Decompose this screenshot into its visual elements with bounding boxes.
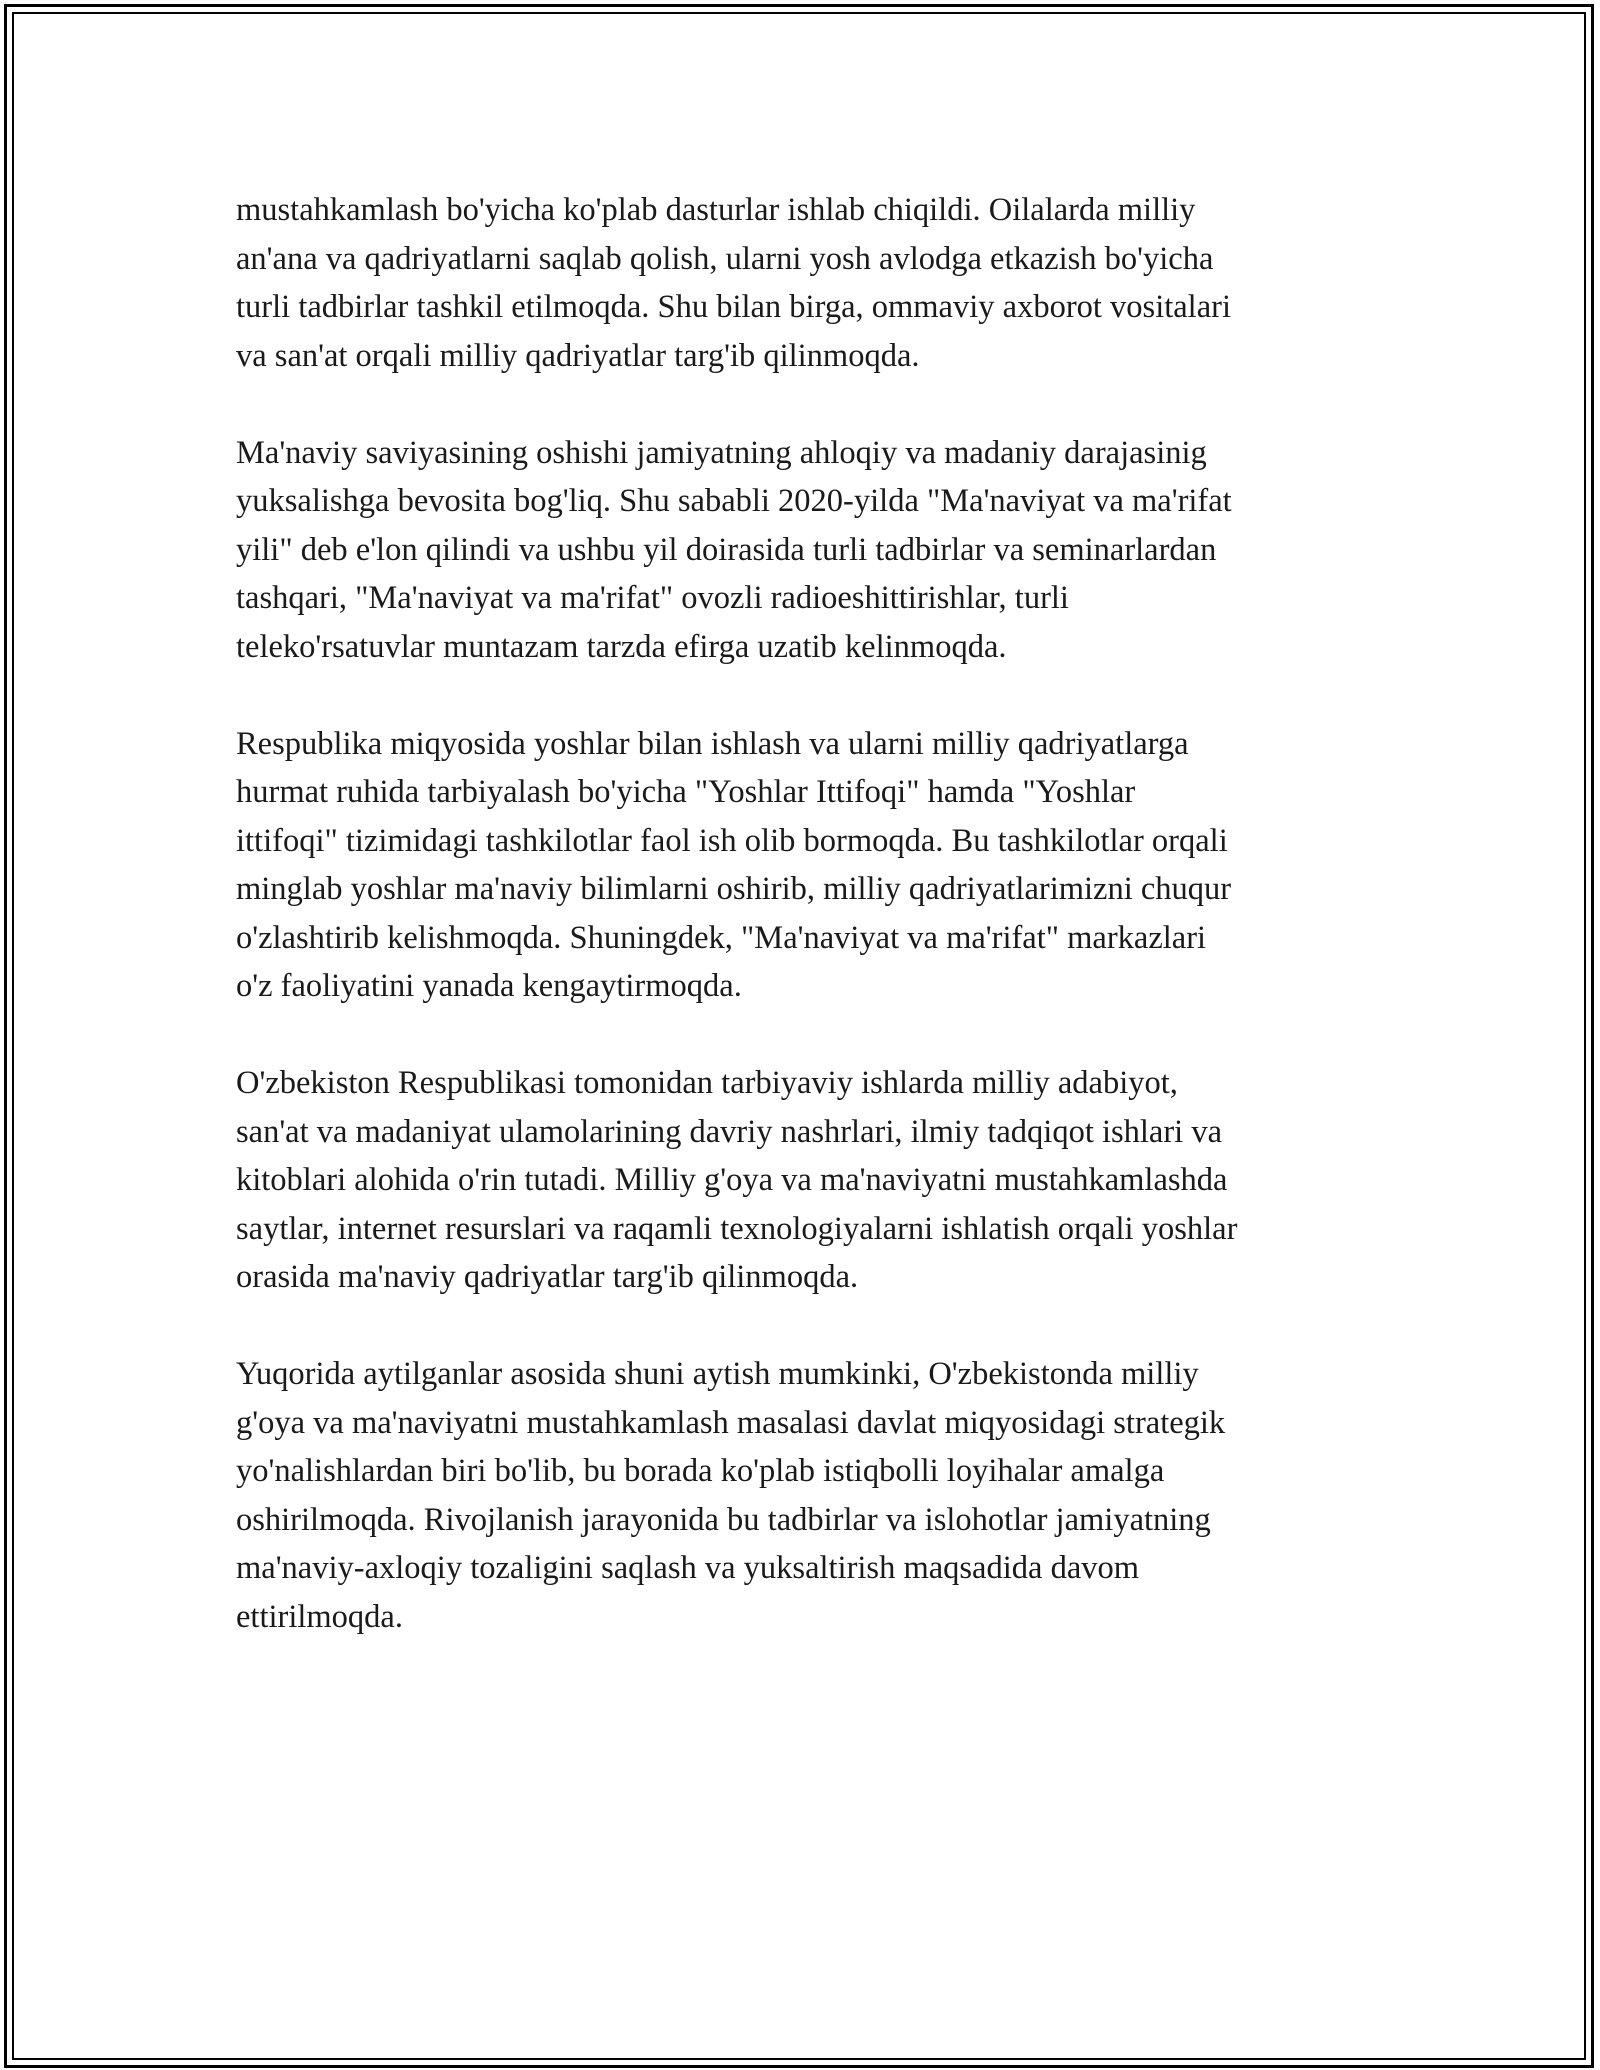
text-line: an'ana va qadriyatlarni saqlab qolish, ularni yosh avlodga etkazish bo'yicha <box>236 240 1214 277</box>
paragraph-3 <box>236 720 1376 1011</box>
text-line: ma'naviy-axloqiy tozaligini saqlash va yuksaltirish maqsadida davom <box>236 1550 1140 1586</box>
text-line: orasida ma'naviy qadriyatlar targ'ib qilinmoqda. <box>236 1259 859 1295</box>
text-line: g'oya va ma'naviyatni mustahkamlash masalasi davlat miqyosidagi strategik <box>236 1404 1226 1441</box>
paragraph-4 <box>236 1059 1376 1302</box>
paragraph-5 <box>236 1350 1376 1641</box>
text-line: san'at va madaniyat ulamolarining davriy nashrlari, ilmiy tadqiqot ishlari va <box>236 1113 1223 1150</box>
text-line: kitoblari alohida o'rin tutadi. Milliy g'oya va ma'naviyatni mustahkamlashda <box>236 1162 1228 1198</box>
text-line: mustahkamlash bo'yicha ko'plab dasturlar ishlab chiqildi. Oilalarda milliy <box>236 192 1196 228</box>
text-line: tashqari, "Ma'naviyat va ma'rifat" ovozli radioeshittirishlar, turli <box>236 580 1069 616</box>
text-line: Yuqorida aytilganlar asosida shuni aytish mumkinki, O'zbekistonda milliy <box>236 1356 1199 1392</box>
text-line: oshirilmoqda. Rivojlanish jarayonida bu tadbirlar va islohotlar jamiyatning <box>236 1501 1211 1538</box>
text-line: ettirilmoqda. <box>236 1598 403 1635</box>
text-line: ittifoqi" tizimidagi tashkilotlar faol ish olib bormoqda. Bu tashkilotlar orqali <box>236 822 1228 859</box>
paragraph-1 <box>236 186 1376 380</box>
text-line: va san'at orqali milliy qadriyatlar targ'ib qilinmoqda. <box>236 337 920 374</box>
text-line: turli tadbirlar tashkil etilmoqda. Shu bilan birga, ommaviy axborot vositalari <box>236 289 1231 325</box>
text-line: O'zbekiston Respublikasi tomonidan tarbiyaviy ishlarda milliy adabiyot, <box>236 1065 1178 1101</box>
text-line: yuksalishga bevosita bog'liq. Shu sababli 2020-yilda "Ma'naviyat va ma'rifat <box>236 483 1232 519</box>
text-line: yili" deb e'lon qilindi va ushbu yil doirasida turli tadbirlar va seminarlardan <box>236 531 1217 568</box>
text-line: teleko'rsatuvlar muntazam tarzda efirga uzatib kelinmoqda. <box>236 628 1007 665</box>
text-line: yo'nalishlardan biri bo'lib, bu borada ko'plab istiqbolli loyihalar amalga <box>236 1453 1165 1489</box>
text-line: o'z faoliyatini yanada kengaytirmoqda. <box>236 968 742 1004</box>
text-line: Ma'naviy saviyasining oshishi jamiyatning ahloqiy va madaniy darajasinig <box>236 434 1207 471</box>
document-body <box>236 186 1376 1690</box>
text-line: saytlar, internet resurslari va raqamli texnologiyalarni ishlatish orqali yoshlar <box>236 1210 1238 1247</box>
text-line: hurmat ruhida tarbiyalash bo'yicha "Yoshlar Ittifoqi" hamda "Yoshlar <box>236 774 1136 810</box>
paragraph-2 <box>236 429 1376 672</box>
text-line: o'zlashtirib kelishmoqda. Shuningdek, "Ma'naviyat va ma'rifat" markazlari <box>236 919 1207 956</box>
text-line: minglab yoshlar ma'naviy bilimlarni oshirib, milliy qadriyatlarimizni chuqur <box>236 871 1232 907</box>
text-line: Respublika miqyosida yoshlar bilan ishlash va ularni milliy qadriyatlarga <box>236 725 1189 762</box>
